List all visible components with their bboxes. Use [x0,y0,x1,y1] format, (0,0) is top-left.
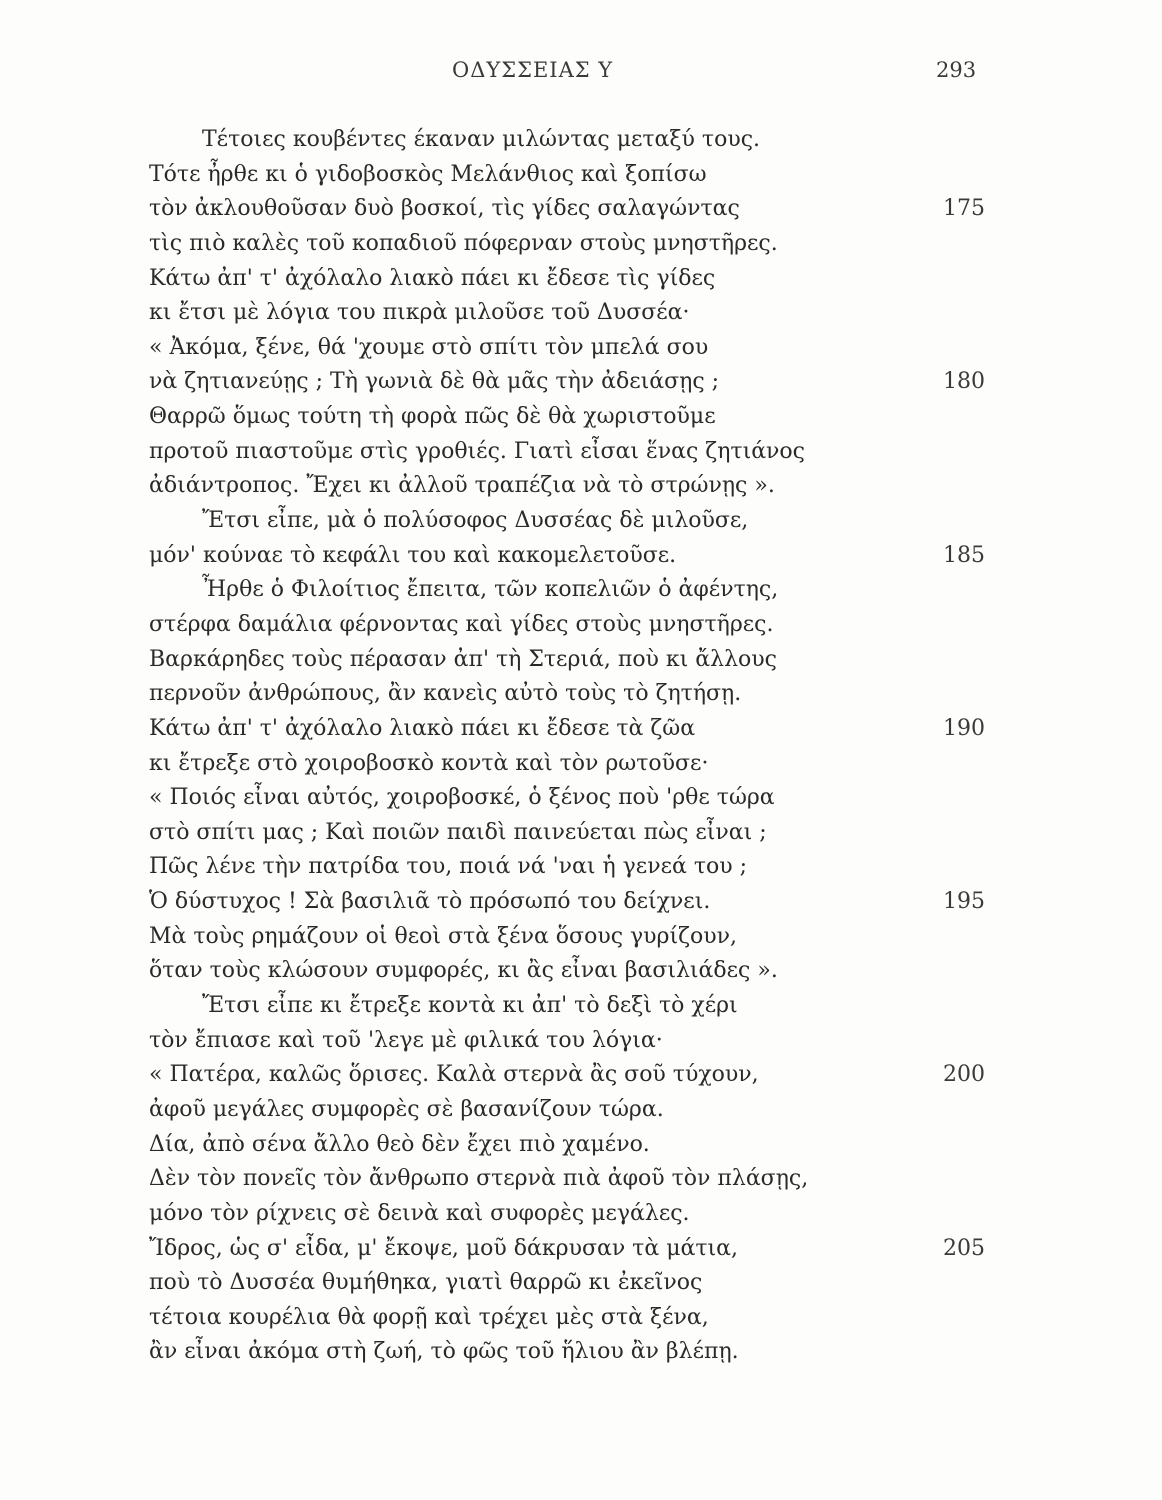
verse-text: ἀδιάντροπος. Ἔχει κι ἀλλοῦ τραπέζια νὰ τὸ στρώνῃς ». [149,473,775,499]
verse-line [0,1335,1162,1370]
verse-line [0,192,1162,227]
verse-text: κι ἔτρεξε στὸ χοιροβοσκὸ κοντὰ καὶ τὸν ρωτοῦσε· [149,750,709,776]
verse-text: Ὁ δύστυχος ! Σὰ βασιλιᾶ τὸ πρόσωπό του δείχνει. [149,889,711,915]
verse-text: στὸ σπίτι μας ; Καὶ ποιῶν παιδὶ παινεύεται πὼς εἶναι ; [149,819,767,845]
verse-text: τὸν ἀκλουθοῦσαν δυὸ βοσκοί, τὶς γίδες σαλαγώντας [149,196,740,222]
verse-text: Θαρρῶ ὅμως τούτη τὴ φορὰ πῶς δὲ θὰ χωριστοῦμε [149,404,716,430]
verse-text: ἂν εἶναι ἀκόμα στὴ ζωή, τὸ φῶς τοῦ ἥλιου ἂν βλέπῃ. [149,1339,739,1365]
verse-line [0,331,1162,366]
running-title: ΟΔΥΣΣΕΙΑΣ Υ [452,58,614,82]
verse-text: « Πατέρα, καλῶς ὅρισες. Καλὰ στερνὰ ἂς σοῦ τύχουν, [149,1062,759,1088]
verse-line [0,1266,1162,1301]
verse-text: Ἦρθε ὁ Φιλοίτιος ἔπειτα, τῶν κοπελιῶν ὁ ἀφέντης, [202,577,779,603]
verse-text: Ἔτσι εἶπε, μὰ ὁ πολύσοφος Δυσσέας δὲ μιλοῦσε, [202,508,749,534]
running-head [0,58,1162,88]
verse-text: τέτοια κουρέλια θὰ φορῇ καὶ τρέχει μὲς στὰ ξένα, [149,1304,709,1330]
verse-line [0,400,1162,435]
line-number: 205 [943,1235,985,1261]
verse-line [0,1301,1162,1336]
verse-text: Ἔτσι εἶπε κι ἔτρεξε κοντὰ κι ἀπ' τὸ δεξὶ τὸ χέρι [202,993,738,1019]
verse-line [0,885,1162,920]
verse-text: « Ἀκόμα, ξένε, θά 'χουμε στὸ σπίτι τὸν μπελά σου [149,334,709,360]
line-number: 200 [943,1062,985,1088]
verse-line [0,850,1162,885]
verse-text: μόν' κούναε τὸ κεφάλι του καὶ κακομελετοῦσε. [149,542,677,568]
verse-line [0,747,1162,782]
verse-text: Κάτω ἀπ' τ' ἀχόλαλο λιακὸ πάει κι ἔδεσε τὶς γίδες [149,265,716,291]
verse-line [0,1024,1162,1059]
verse-text: προτοῦ πιαστοῦμε στὶς γροθιές. Γιατὶ εἶσαι ἕνας ζητιάνος [149,438,805,464]
verse-line [0,781,1162,816]
verse-text: Μὰ τοὺς ρημάζουν οἱ θεοὶ στὰ ξένα ὅσους γυρίζουν, [149,923,737,949]
verse-text: Δία, ἀπὸ σένα ἄλλο θεὸ δὲν ἔχει πιὸ χαμένο. [149,1131,650,1157]
verse-text: Κάτω ἀπ' τ' ἀχόλαλο λιακὸ πάει κι ἔδεσε τὰ ζῶα [149,715,696,741]
line-number: 185 [943,542,985,568]
line-number: 180 [943,369,985,395]
verse-line [0,1058,1162,1093]
verse-line [0,1232,1162,1267]
verse-text: περνοῦν ἀνθρώπους, ἂν κανεὶς αὐτὸ τοὺς τὸ ζητήσῃ. [149,681,742,707]
verse-line [0,712,1162,747]
verse-line [0,435,1162,470]
verse-line [0,573,1162,608]
verse-text: Ἴδρος, ὡς σ' εἶδα, μ' ἔκοψε, μοῦ δάκρυσαν τὰ μάτια, [149,1235,739,1261]
verse-text: στέρφα δαμάλια φέρνοντας καὶ γίδες στοὺς μνηστῆρες. [149,611,774,637]
verse-line [0,227,1162,262]
verse-text: Πῶς λένε τὴν πατρίδα του, ποιά νά 'ναι ἡ γενεά του ; [149,854,748,880]
page-number: 293 [936,58,977,82]
verse-line [0,262,1162,297]
verse-line [0,989,1162,1024]
verse-text: τὸν ἔπιασε καὶ τοῦ 'λεγε μὲ φιλικά του λόγια· [149,1027,663,1053]
verse-line [0,504,1162,539]
verse-text: ὅταν τοὺς κλώσουν συμφορές, κι ἂς εἶναι βασιλιάδες ». [149,958,778,984]
verse-line [0,920,1162,955]
verse-text: κι ἔτσι μὲ λόγια του πικρὰ μιλοῦσε τοῦ Δυσσέα· [149,300,690,326]
verse-text: « Ποιός εἶναι αὐτός, χοιροβοσκέ, ὁ ξένος ποὺ 'ρθε τώρα [149,785,775,811]
verse-line [0,1162,1162,1197]
verse-line [0,643,1162,678]
verse-text: ποὺ τὸ Δυσσέα θυμήθηκα, γιατὶ θαρρῶ κι ἐκεῖνος [149,1270,703,1296]
poem-text [0,123,1162,1370]
verse-text: Βαρκάρηδες τοὺς πέρασαν ἀπ' τὴ Στεριά, ποὺ κι ἄλλους [149,646,777,672]
verse-text: νὰ ζητιανεύῃς ; Τὴ γωνιὰ δὲ θὰ μᾶς τὴν ἀδειάσῃς ; [149,369,720,395]
verse-text: Τότε ἦρθε κι ὁ γιδοβοσκὸς Μελάνθιος καὶ ξοπίσω [149,161,707,187]
verse-text: Τέτοιες κουβέντες έκαναν μιλώντας μεταξύ τους. [202,127,761,152]
verse-line [0,296,1162,331]
verse-text: μόνο τὸν ρίχνεις σὲ δεινὰ καὶ συφορὲς μεγάλες. [149,1200,690,1226]
verse-line [0,608,1162,643]
verse-line [0,954,1162,989]
line-number: 195 [943,889,985,915]
verse-line [0,1128,1162,1163]
verse-text: Δὲν τὸν πονεῖς τὸν ἄνθρωπο στερνὰ πιὰ ἀφοῦ τὸν πλάσῃς, [149,1166,809,1192]
line-number: 175 [943,196,985,222]
verse-line [0,469,1162,504]
verse-line [0,123,1162,158]
verse-text: ἀφοῦ μεγάλες συμφορὲς σὲ βασανίζουν τώρα. [149,1096,664,1122]
verse-line [0,158,1162,193]
verse-line [0,1197,1162,1232]
verse-line [0,539,1162,574]
verse-line [0,1093,1162,1128]
verse-text: τὶς πιὸ καλὲς τοῦ κοπαδιοῦ πόφερναν στοὺς μνηστῆρες. [149,230,778,256]
line-number: 190 [943,715,985,741]
verse-line [0,365,1162,400]
verse-line [0,816,1162,851]
verse-line [0,677,1162,712]
